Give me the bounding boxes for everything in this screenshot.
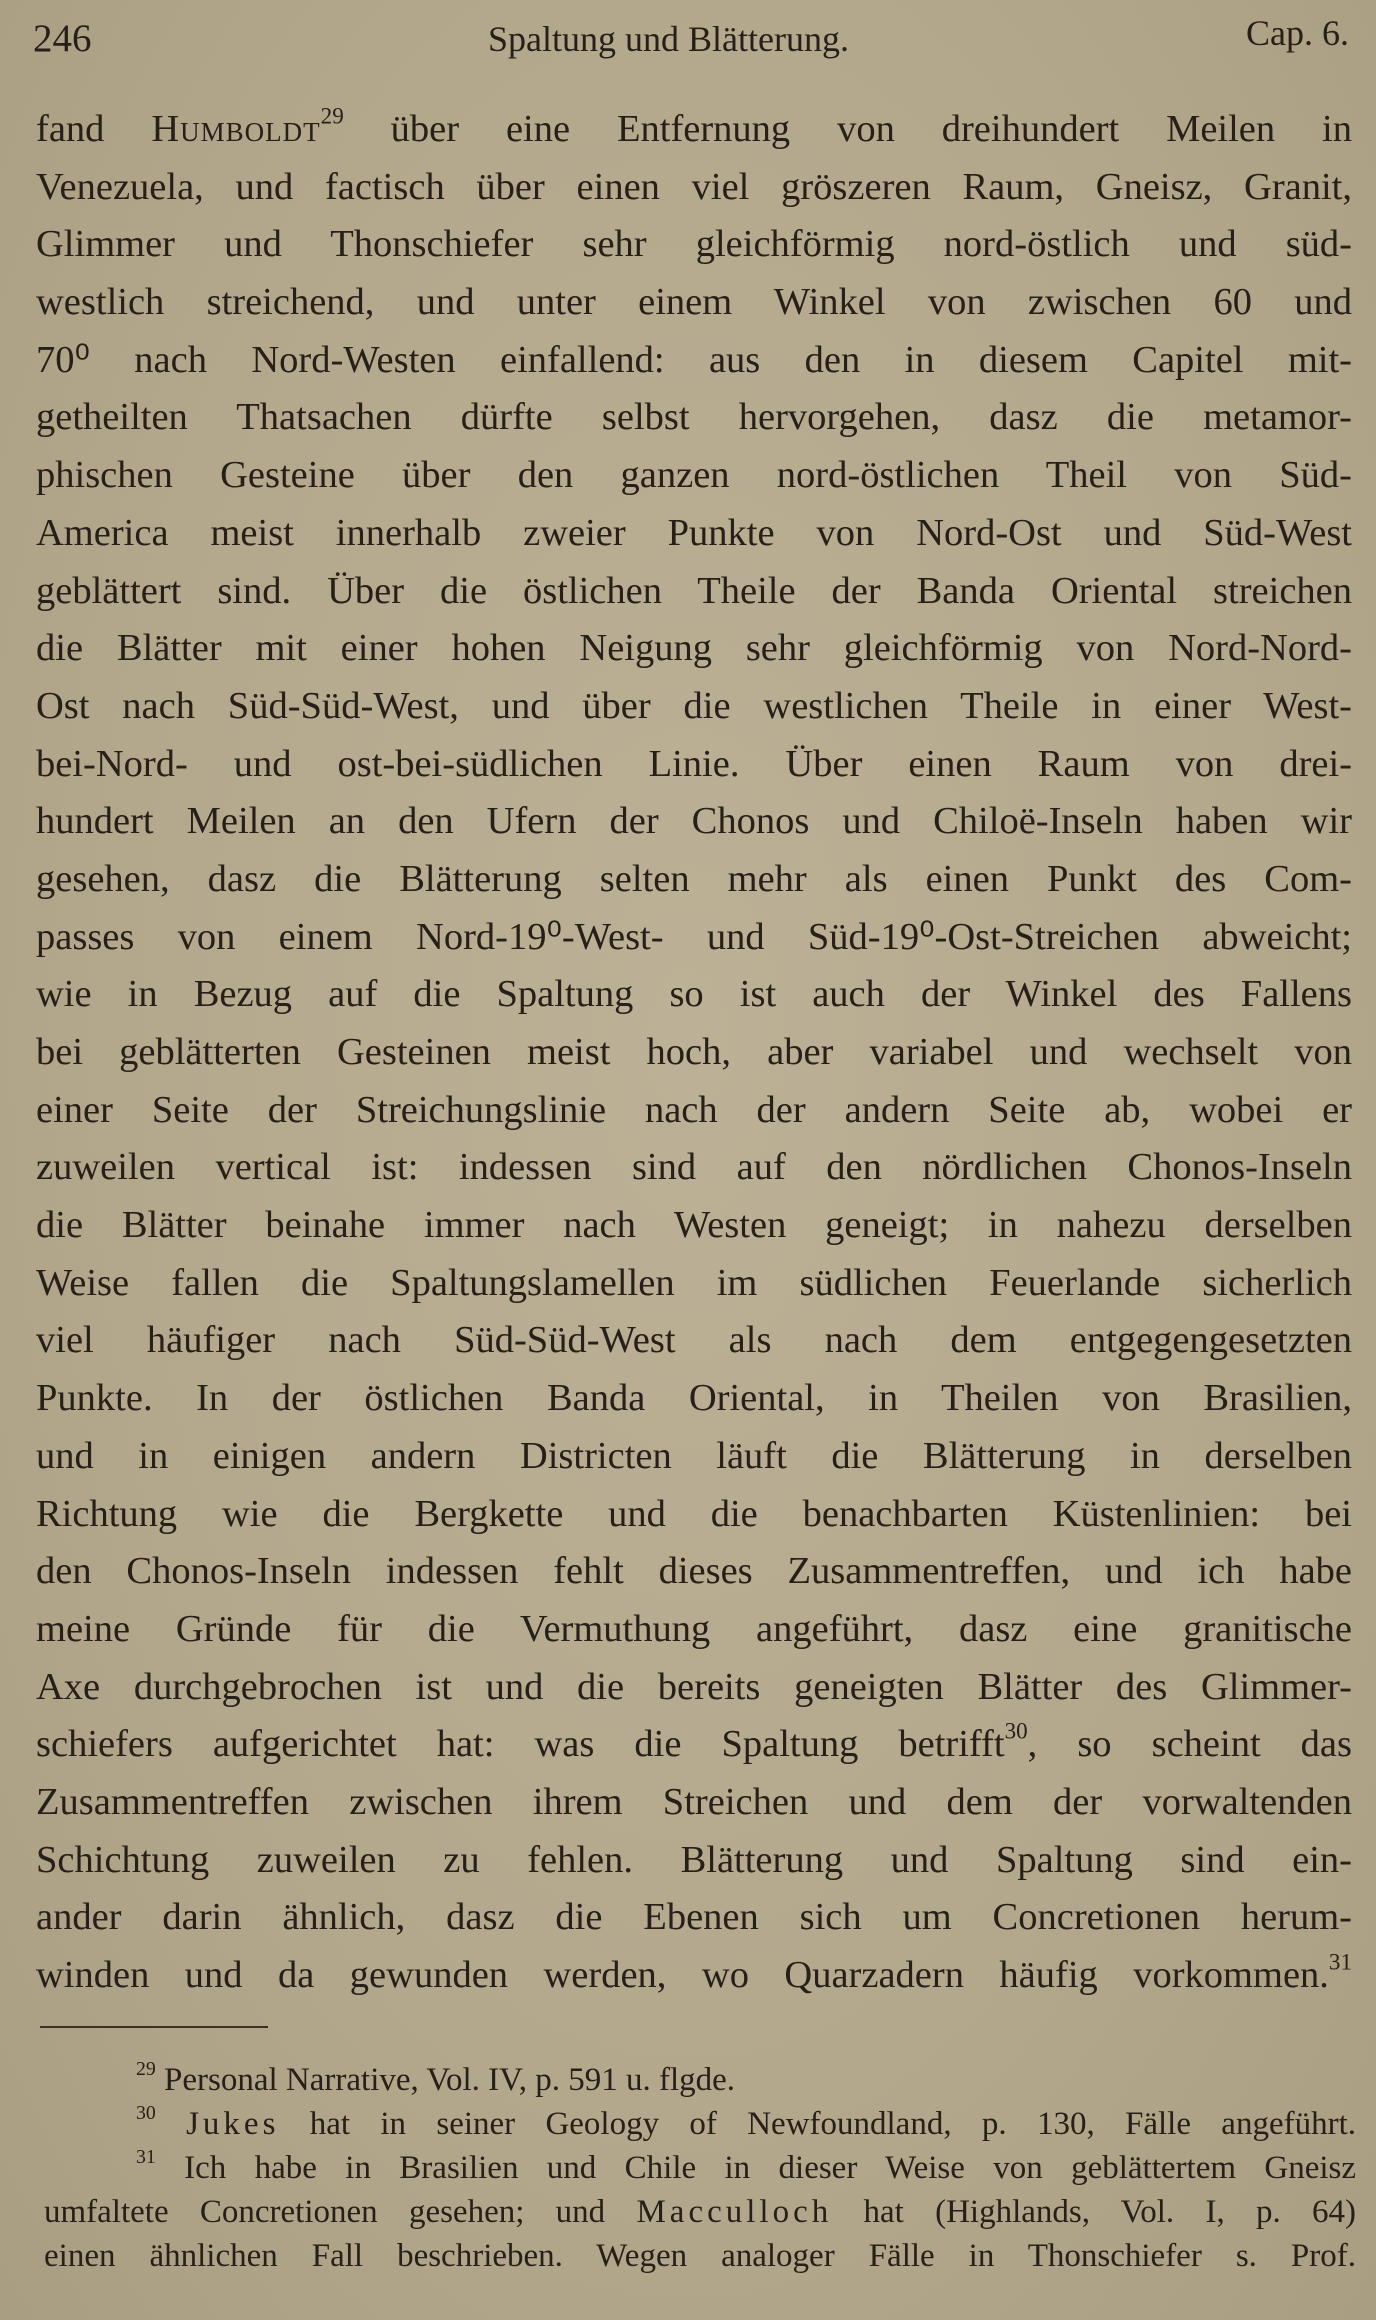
text-line: Schichtung zuweilen zu fehlen. Blätterung und Spaltung sind ein- [36,1838,1352,1881]
text-line: Venezuela, und factisch über einen viel gröszeren Raum, Gneisz, Granit, [36,165,1352,208]
text-line: gesehen, dasz die Blätterung selten mehr als einen Punkt des Com- [36,857,1352,900]
footnote-number: 30 [136,2102,156,2125]
text-line: westlich streichend, und unter einem Winkel von zwischen 60 und [36,281,1352,324]
text-line: Ost nach Süd-Süd-West, und über die westlichen Theile in einer West- [36,684,1352,727]
running-head [33,14,1349,64]
text-line: Punkte. In der östlichen Banda Oriental, in Theilen von Brasilien, [36,1377,1352,1420]
author-name: Jukes [186,2106,280,2142]
body-paragraph [36,101,1352,2005]
text-line: wie in Bezug auf die Spaltung so ist auch der Winkel des Fallens [36,973,1352,1016]
footnote-31-continued: einen ähnlichen Fall beschrieben. Wegen analoger Fälle in Thonschiefer s. Prof. [44,2238,1356,2274]
text-line: und in einigen andern Districten läuft die Blätterung in derselben [36,1434,1352,1477]
chapter-reference: Cap. 6. [1246,13,1349,53]
footnote-31-continued: umfaltete Concretionen gesehen; und Macculloch hat (Highlands, Vol. I, p. 64) [44,2194,1356,2230]
text-line: meine Gründe für die Vermuthung angeführt, dasz eine granitische [36,1607,1352,1650]
text-line: ander darin ähnlich, dasz die Ebenen sich um Concretionen herum- [36,1896,1352,1939]
text-line: geblättert sind. Über die östlichen Theile der Banda Oriental streichen [36,569,1352,612]
text-line: getheilten Thatsachen dürfte selbst hervorgehen, dasz die metamor- [36,396,1352,439]
text-line: Weise fallen die Spaltungslamellen im südlichen Feuerlande sicherlich [36,1261,1352,1304]
text-line: einer Seite der Streichungslinie nach der andern Seite ab, wobei er [36,1088,1352,1131]
text-line: winden und da gewunden werden, wo Quarzadern häufig vorkommen.$^{31}$ [36,1948,1352,1996]
footnote-ref: 30 [1004,1717,1028,1744]
footnote-29: $^{29}$ Personal Narrative, Vol. IV, p. 591 u. flgde. [136,2058,736,2098]
text-line: den Chonos-Inseln indessen fehlt dieses Zusammentreffen, und ich habe [36,1550,1352,1593]
text-line: Richtung wie die Bergkette und die benachbarten Küstenlinien: bei [36,1492,1352,1535]
footnote-ref: 31 [1328,1948,1352,1975]
text-line: phischen Gesteine über den ganzen nord-östlichen Theil von Süd- [36,454,1352,497]
text-line: Zusammentreffen zwischen ihrem Streichen und dem der vorwaltenden [36,1780,1352,1823]
page-number: 246 [33,17,92,60]
footnote-30: $^{30}$ Jukes hat in seiner Geology of Newfoundland, p. 130, Fälle angeführt. [136,2102,1356,2142]
text-line: schiefers aufgerichtet hat: was die Spaltung betrifft$^{30}$, so scheint das [36,1717,1352,1766]
text-line: bei geblätterten Gesteinen meist hoch, aber variabel und wechselt von [36,1031,1352,1073]
running-title: Spaltung und Blätterung. [488,19,849,59]
text-line: Axe durchgebrochen ist und die bereits geneigten Blätter des Glimmer- [36,1665,1352,1708]
text-line: passes von einem Nord-19⁰-West- und Süd-19⁰-Ost-Streichen abweicht; [36,915,1352,958]
author-name: Macculloch [636,2194,833,2230]
author-name: Humboldt [151,108,321,150]
footnote-31: $^{31}$ Ich habe in Brasilien und Chile in dieser Weise von geblättertem Gneisz [136,2146,1356,2186]
text-line: America meist innerhalb zweier Punkte von Nord-Ost und Süd-West [36,511,1352,554]
text-line: viel häufiger nach Süd-Süd-West als nach dem entgegengesetzten [36,1319,1352,1362]
text-line: bei-Nord- und ost-bei-südlichen Linie. Über einen Raum von drei- [36,742,1352,785]
footnote-number: 29 [136,2058,156,2081]
footnote-divider [40,2026,268,2028]
text-line: fand Humboldt$^{29}$ über eine Entfernung von dreihundert Meilen in [36,102,1352,150]
text-line: hundert Meilen an den Ufern der Chonos und Chiloë-Inseln haben wir [36,800,1352,843]
text-line: zuweilen vertical ist: indessen sind auf den nördlichen Chonos-Inseln [36,1146,1352,1189]
footnotes [44,2058,1356,2278]
text-line: 70⁰ nach Nord-Westen einfallend: aus den in diesem Capitel mit- [36,338,1352,381]
footnote-number: 31 [136,2146,156,2169]
text-line: die Blätter mit einer hohen Neigung sehr gleichförmig von Nord-Nord- [36,627,1352,670]
text-line: die Blätter beinahe immer nach Westen geneigt; in nahezu derselben [36,1204,1352,1247]
footnote-ref: 29 [320,102,344,129]
text-line: Glimmer und Thonschiefer sehr gleichförmig nord-östlich und süd- [36,223,1352,266]
